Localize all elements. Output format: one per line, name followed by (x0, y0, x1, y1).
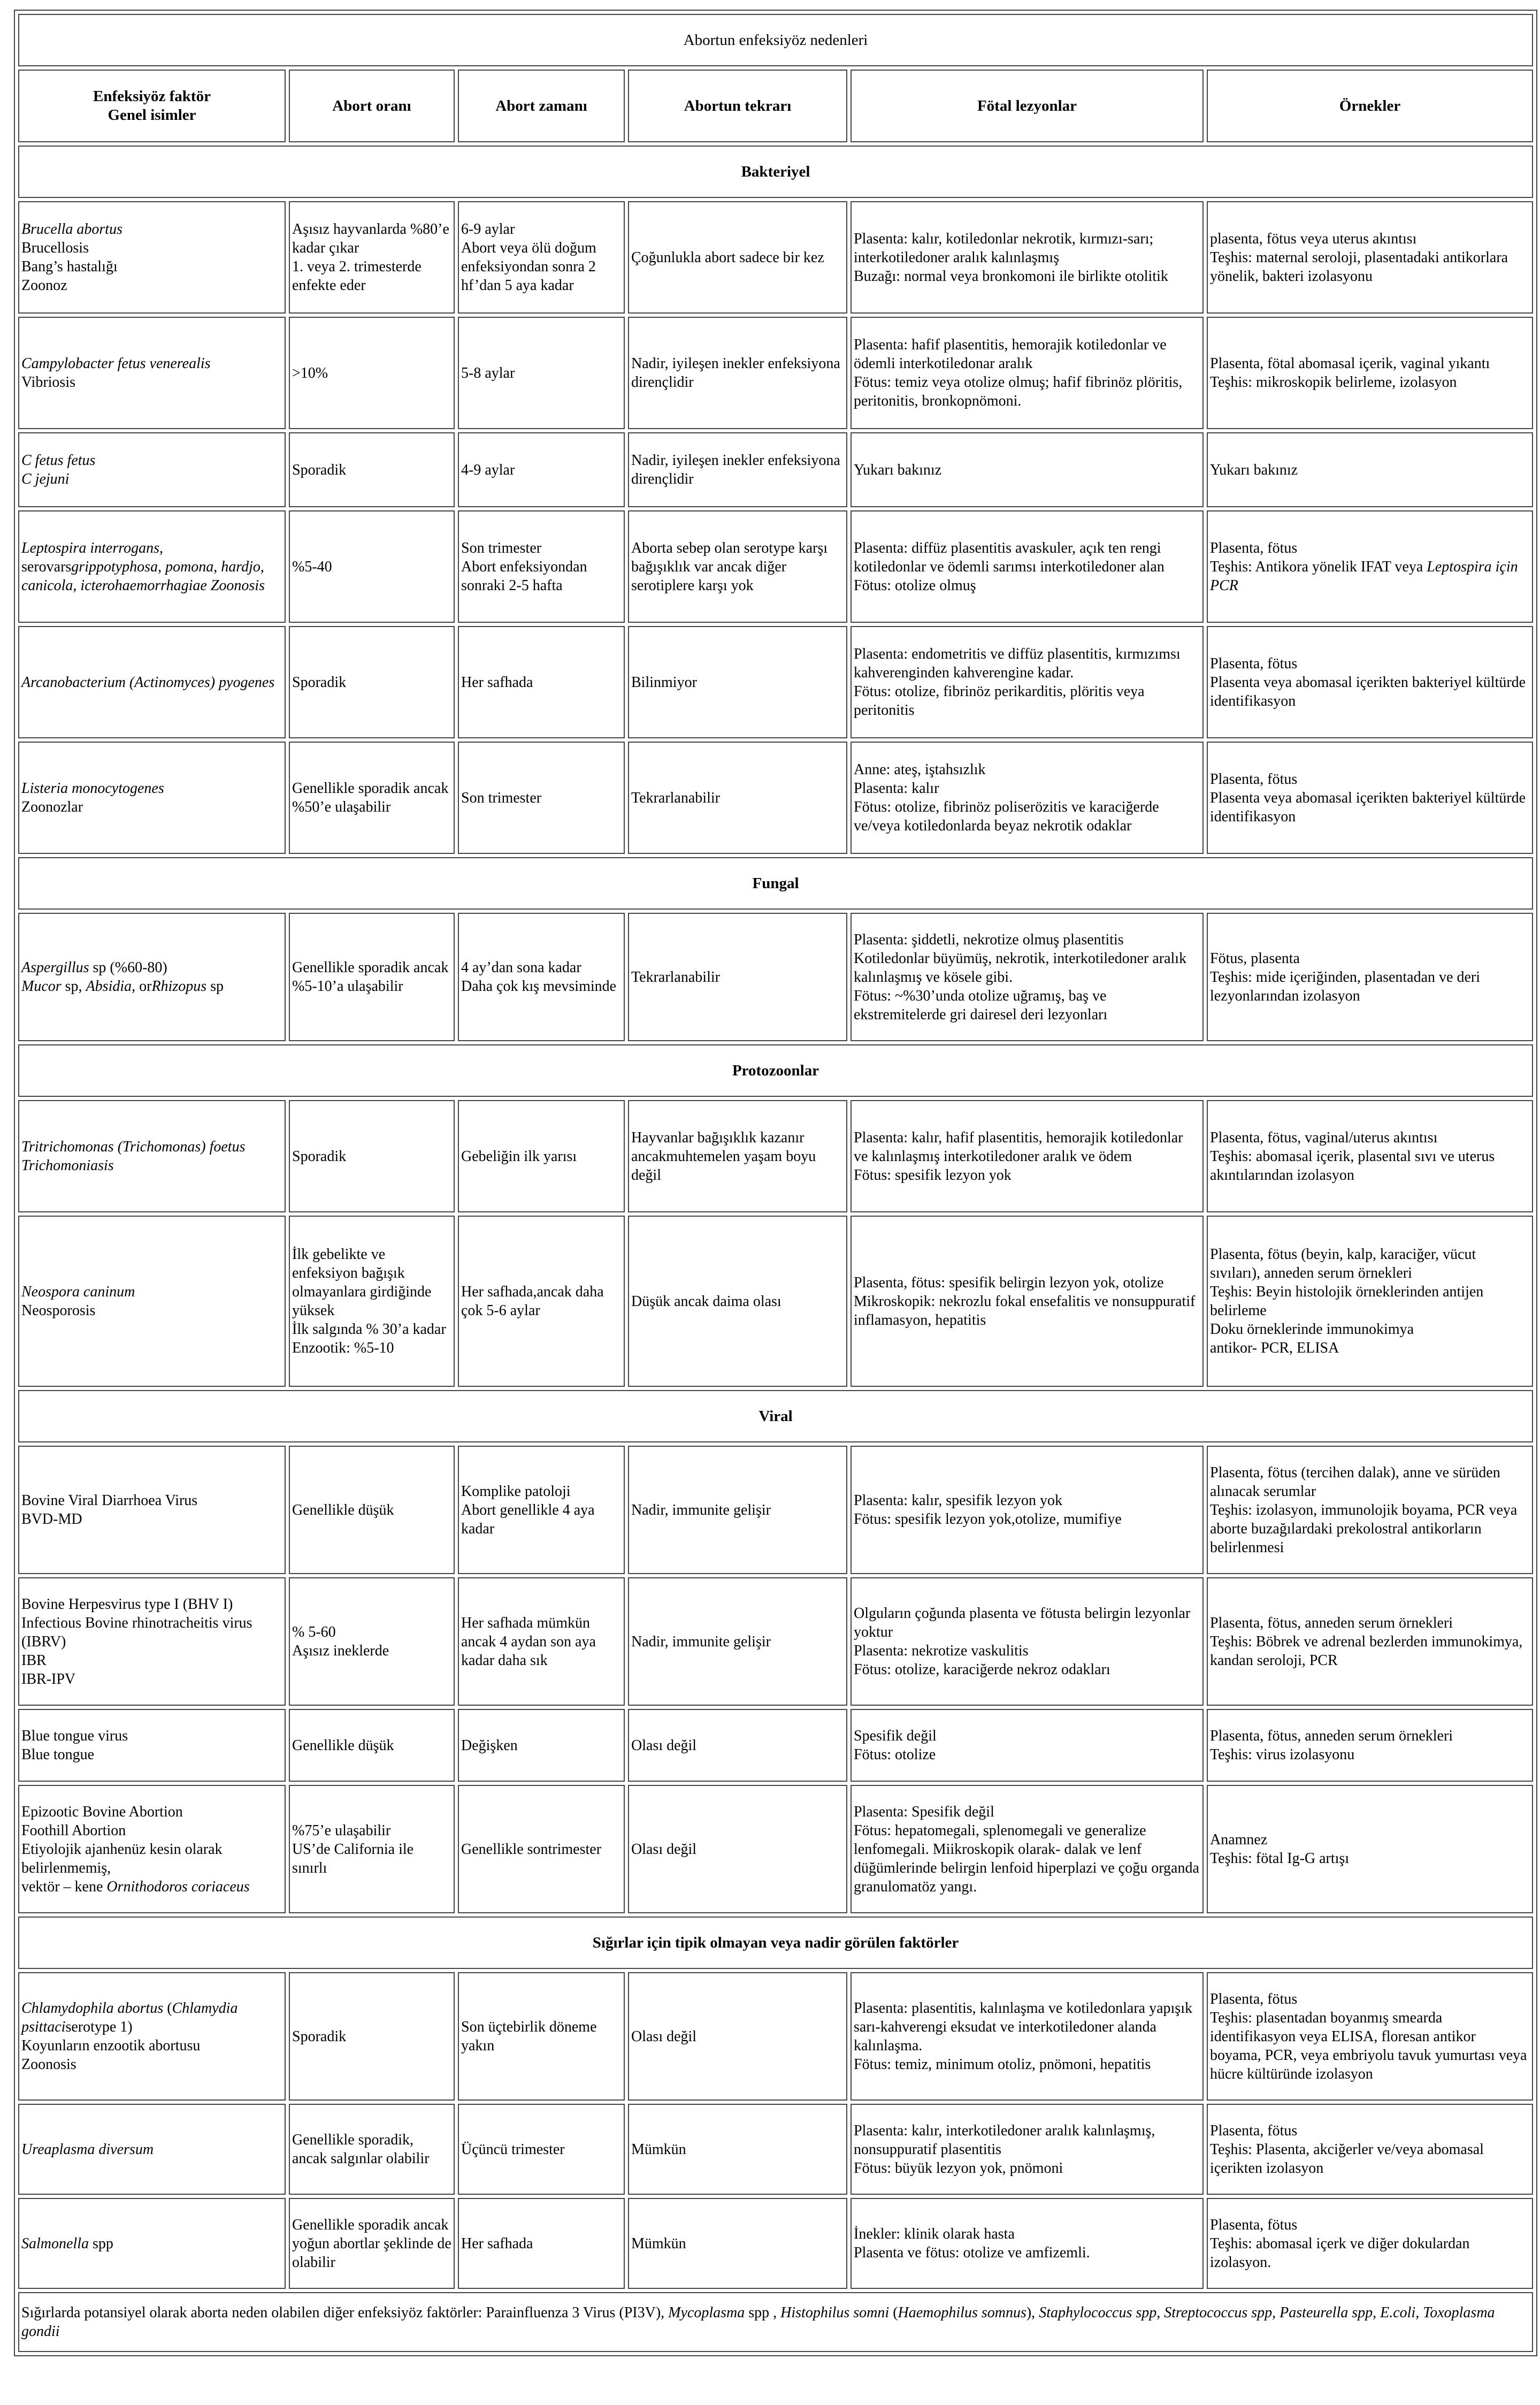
footer-text: Sığırlarda potansiyel olarak aborta neden olabilen diğer enfeksiyöz faktörler: Parainfluenza 3 Virus (PI3V), (21, 2304, 669, 2321)
factor-text: spp (89, 2235, 113, 2252)
timing-cell: 4 ay’dan sona kadar Daha çok kış mevsiminde (458, 913, 625, 1041)
recurrence-cell: Tekrarlanabilir (628, 742, 847, 854)
factor-cell (18, 317, 286, 429)
timing-cell: Değişken (458, 1709, 625, 1782)
lesions-cell: Plasenta: şiddetli, nekrotize olmuş plasentitis Kotiledonlar büyümüş, nekrotik, interkotiledoner aralık kalınlaşmış ve kösele gibi. Fötus: ~%30’unda otolize uğramış, baş ve ekstremitelerde gri dairesel deri lezyonları (851, 913, 1204, 1041)
section-atypical: Sığırlar için tipik olmayan veya nadir görülen faktörler (18, 1917, 1533, 1969)
section-row (18, 1390, 1533, 1442)
timing-cell: Her safhada mümkün ancak 4 aydan son aya kadar daha sık (458, 1577, 625, 1706)
samples-cell: plasenta, fötus veya uterus akıntısı Teşhis: maternal seroloji, plasentadaki antikorlara yönelik, bakteri izolasyonu (1207, 201, 1533, 314)
table-row (18, 742, 1533, 854)
footer-italic: Staphylococcus spp, Streptococcus spp, Pasteurella spp, E.coli, Toxoplasma gondii (21, 2304, 1495, 2340)
rate-cell: Sporadik (289, 1972, 455, 2101)
table-row (18, 2104, 1533, 2195)
factor-serovar-names: grippotyphosa, pomona, hardjo, canicola, icterohaemorrhagiae Zoonosis (21, 558, 265, 594)
factor-cell (18, 1785, 286, 1913)
factor-text: ( (163, 2000, 172, 2017)
section-row (18, 1044, 1533, 1097)
factor-serovars: , serovars (21, 539, 163, 575)
factor-cell (18, 742, 286, 854)
footer-text: ), (1026, 2304, 1039, 2321)
recurrence-cell: Mümkün (628, 2198, 847, 2289)
factor-common-names: Vibriosis (21, 374, 75, 391)
table-row (18, 2198, 1533, 2289)
header-lesions: Fötal lezyonlar (851, 70, 1204, 142)
recurrence-cell: Düşük ancak daima olası (628, 1216, 847, 1387)
factor-cell (18, 913, 286, 1041)
factor-name: Campylobacter fetus venerealis (21, 355, 211, 372)
rate-cell: Sporadik (289, 626, 455, 738)
rate-cell: Genellikle sporadik, ancak salgınlar olabilir (289, 2104, 455, 2195)
header-recurrence: Abortun tekrarı (628, 70, 847, 142)
rate-cell: Sporadik (289, 432, 455, 507)
section-row (18, 857, 1533, 910)
lesions-cell: Anne: ateş, iştahsızlık Plasenta: kalır Fötus: otolize, fibrinöz poliserözitis ve karaciğerde ve/veya kotiledonlarda beyaz nekrotik odaklar (851, 742, 1204, 854)
table-row (18, 1216, 1533, 1387)
timing-cell: 5-8 aylar (458, 317, 625, 429)
samples-cell: Plasenta, fötal abomasal içerik, vaginal yıkantı Teşhis: mikroskopik belirleme, izolasyon (1207, 317, 1533, 429)
recurrence-cell: Nadir, immunite gelişir (628, 1577, 847, 1706)
samples-cell: Plasenta, fötus (beyin, kalp, karaciğer, vücut sıvıları), anneden serum örnekleri Teşhis: Beyin histolojik örneklerinden antijen belirleme Doku örneklerinde immunokimya antikor- PCR, ELISA (1207, 1216, 1533, 1387)
factor-name: Leptospira interrogans (21, 539, 159, 556)
recurrence-cell: Hayvanlar bağışıklık kazanır ancakmuhtemelen yaşam boyu değil (628, 1100, 847, 1212)
table-row (18, 510, 1533, 623)
rate-cell: Genellikle sporadik ancak %5-10’a ulaşabilir (289, 913, 455, 1041)
header-samples: Örnekler (1207, 70, 1533, 142)
rate-cell: Genellikle sporadik ancak %50’e ulaşabilir (289, 742, 455, 854)
samples-cell: Fötus, plasenta Teşhis: mide içeriğinden, plasentadan ve deri lezyonlarından izolasyon (1207, 913, 1533, 1041)
timing-cell: Üçüncü trimester (458, 2104, 625, 2195)
rate-cell: Genellikle düşük (289, 1709, 455, 1782)
factor-text: sp (206, 978, 224, 995)
lesions-cell: Olguların çoğunda plasenta ve fötusta belirgin lezyonlar yoktur Plasenta: nekrotize vaskulitis Fötus: otolize, karaciğerde nekroz odakları (851, 1577, 1204, 1706)
recurrence-cell: Aborta sebep olan serotype karşı bağışıklık var ancak diğer serotiplere karşı yok (628, 510, 847, 623)
factor-common-names: Zoonozlar (21, 799, 83, 815)
factor-name: Mucor (21, 978, 62, 995)
factor-text: sp (%60-80) (89, 959, 167, 976)
table-row (18, 626, 1533, 738)
factor-synonym: Chlamydia psittaci (21, 2000, 238, 2035)
recurrence-cell: Çoğunlukla abort sadece bir kez (628, 201, 847, 314)
recurrence-cell: Nadir, immunite gelişir (628, 1446, 847, 1574)
lesions-cell: Plasenta: plasentitis, kalınlaşma ve kotiledonlara yapışık sarı-kahverengi eksudat ve interkotiledoner alanda kalınlaşma. Fötus: temiz, minimum otoliz, pnömoni, hepatitis (851, 1972, 1204, 2101)
timing-cell: Her safhada,ancak daha çok 5-6 aylar (458, 1216, 625, 1387)
section-bacterial: Bakteriyel (18, 146, 1533, 198)
section-fungal: Fungal (18, 857, 1533, 910)
rate-cell: İlk gebelikte ve enfeksiyon bağışık olmayanlara girdiğinde yüksek İlk salgında % 30’a kadar Enzootik: %5-10 (289, 1216, 455, 1387)
title-row (18, 14, 1533, 66)
lesions-cell: Plasenta, fötus: spesifik belirgin lezyon yok, otolize Mikroskopik: nekrozlu fokal ensefalitis ve nonsuppuratif inflamasyon, hepatitis (851, 1216, 1204, 1387)
samples-cell: Anamnez Teşhis: fötal Ig-G artışı (1207, 1785, 1533, 1913)
table-row (18, 1785, 1533, 1913)
factor-cell: Tritrichomonas (Trichomonas) foetus Trichomoniasis (18, 1100, 286, 1212)
factor-name: Rhizopus (151, 978, 207, 995)
factor-cell: Ureaplasma diversum (18, 2104, 286, 2195)
factor-cell: C fetus fetus C jejuni (18, 432, 286, 507)
timing-cell: 4-9 aylar (458, 432, 625, 507)
timing-cell: Her safhada (458, 626, 625, 738)
factor-cell (18, 2198, 286, 2289)
factor-common-names: Brucellosis Bang’s hastalığı Zoonoz (21, 240, 118, 294)
table-title: Abortun enfeksiyöz nedenleri (18, 14, 1533, 66)
table-row (18, 1577, 1533, 1706)
table-row (18, 201, 1533, 314)
rate-cell: %5-40 (289, 510, 455, 623)
factor-name: Absidia (86, 978, 132, 995)
factor-cell (18, 1972, 286, 2101)
footer-italic: Histophilus somni (780, 2304, 890, 2321)
recurrence-cell: Olası değil (628, 1709, 847, 1782)
timing-cell: 6-9 aylar Abort veya ölü doğum enfeksiyondan sonra 2 hf’dan 5 aya kadar (458, 201, 625, 314)
rate-cell: % 5-60 Aşısız ineklerde (289, 1577, 455, 1706)
recurrence-cell: Nadir, iyileşen inekler enfeksiyona dirençlidir (628, 432, 847, 507)
lesions-cell: Spesifik değil Fötus: otolize (851, 1709, 1204, 1782)
rate-cell: %75’e ulaşabilir US’de California ile sınırlı (289, 1785, 455, 1913)
section-viral: Viral (18, 1390, 1533, 1442)
table-row (18, 1446, 1533, 1574)
recurrence-cell: Nadir, iyileşen inekler enfeksiyona dirençlidir (628, 317, 847, 429)
factor-text: , or (132, 978, 152, 995)
factor-name: Neospora caninum (21, 1284, 135, 1300)
samples-cell: Plasenta, fötus (tercihen dalak), anne ve sürüden alınacak serumlar Teşhis: izolasyon, immunolojik boyama, PCR veya aborte buzağılardaki prekolostral antikorların belirlenmesi (1207, 1446, 1533, 1574)
factor-common-names: serotype 1) Koyunların enzootik abortusu Zoonosis (21, 2019, 201, 2073)
factor-cell: Blue tongue virus Blue tongue (18, 1709, 286, 1782)
samples-cell: Plasenta, fötus Teşhis: plasentadan boyanmış smearda identifikasyon veya ELISA, floresan antikor boyama, PCR, veya embriyolu tavuk yumurtası veya hücre kültüründe izolasyon (1207, 1972, 1533, 2101)
rate-cell: Genellikle düşük (289, 1446, 455, 1574)
samples-cell: Plasenta, fötus Teşhis: Plasenta, akciğerler ve/veya abomasal içerikten izolasyon (1207, 2104, 1533, 2195)
lesions-cell: İnekler: klinik olarak hasta Plasenta ve fötus: otolize ve amfizemli. (851, 2198, 1204, 2289)
section-row (18, 1917, 1533, 1969)
timing-cell: Son üçtebirlik döneme yakın (458, 1972, 625, 2101)
abortion-causes-table (14, 10, 1537, 2356)
timing-cell: Son trimester (458, 742, 625, 854)
recurrence-cell: Olası değil (628, 1972, 847, 2101)
factor-cell: Bovine Herpesvirus type I (BHV I) Infectious Bovine rhinotracheitis virus (IBRV) IBR IBR-IPV (18, 1577, 286, 1706)
factor-common-names: Neosporosis (21, 1302, 96, 1319)
factor-cell (18, 510, 286, 623)
lesions-cell: Plasenta: kalır, hafif plasentitis, hemorajik kotiledonlar ve kalınlaşmış interkotiledoner aralık ve ödem Fötus: spesifik lezyon yok (851, 1100, 1204, 1212)
samples-cell: Plasenta, fötus Plasenta veya abomasal içerikten bakteriyel kültürde identifikasyon (1207, 626, 1533, 738)
lesions-cell: Plasenta: diffüz plasentitis avaskuler, açık ten rengi kotiledonlar ve ödemli sarımsı interkotiledoner alan Fötus: otolize olmuş (851, 510, 1204, 623)
lesions-cell: Plasenta: kalır, kotiledonlar nekrotik, kırmızı-sarı; interkotiledoner aralık kalınlaşmış Buzağı: normal veya bronkomoni ile birlikte otolitik (851, 201, 1204, 314)
section-protozoal: Protozoonlar (18, 1044, 1533, 1097)
lesions-cell: Plasenta: kalır, interkotiledoner aralık kalınlaşmış, nonsuppuratif plasentitis Fötus: büyük lezyon yok, pnömoni (851, 2104, 1204, 2195)
factor-name: Aspergillus (21, 959, 89, 976)
document-page (14, 10, 1534, 2356)
timing-cell: Gebeliğin ilk yarısı (458, 1100, 625, 1212)
samples-italic: Leptospira için PCR (1210, 558, 1518, 594)
factor-cell (18, 201, 286, 314)
samples-cell: Plasenta, fötus, anneden serum örnekleri Teşhis: virus izolasyonu (1207, 1709, 1533, 1782)
footer-italic: Mycoplasma (668, 2304, 745, 2321)
timing-cell: Son trimester Abort enfeksiyondan sonraki 2-5 hafta (458, 510, 625, 623)
table-row (18, 1709, 1533, 1782)
samples-cell: Plasenta, fötus Plasenta veya abomasal içerikten bakteriyel kültürde identifikasyon (1207, 742, 1533, 854)
samples-cell (1207, 510, 1533, 623)
factor-cell: Bovine Viral Diarrhoea Virus BVD-MD (18, 1446, 286, 1574)
samples-text: Plasenta, fötus Teşhis: Antikora yönelik IFAT veya (1210, 539, 1423, 575)
footer-text: spp , (745, 2304, 781, 2321)
recurrence-cell: Bilinmiyor (628, 626, 847, 738)
factor-cell (18, 1216, 286, 1387)
lesions-cell: Yukarı bakınız (851, 432, 1204, 507)
samples-cell: Plasenta, fötus, vaginal/uterus akıntısı Teşhis: abomasal içerik, plasental sıvı ve uterus akıntılarından izolasyon (1207, 1100, 1533, 1212)
factor-common-names: Epizootic Bovine Abortion Foothill Abortion Etiyolojik ajanhenüz kesin olarak belirlenmemiş, vektör – kene (21, 1803, 223, 1895)
footer-row (18, 2292, 1533, 2352)
rate-cell: Sporadik (289, 1100, 455, 1212)
factor-name: Chlamydophila abortus (21, 2000, 164, 2017)
samples-cell: Plasenta, fötus Teşhis: abomasal içerk ve diğer dokulardan izolasyon. (1207, 2198, 1533, 2289)
lesions-cell: Plasenta: kalır, spesifik lezyon yok Fötus: spesifik lezyon yok,otolize, mumifiye (851, 1446, 1204, 1574)
footer-note (18, 2292, 1533, 2352)
recurrence-cell: Olası değil (628, 1785, 847, 1913)
timing-cell: Komplike patoloji Abort genellikle 4 aya kadar (458, 1446, 625, 1574)
factor-text: sp, (61, 978, 86, 995)
footer-text: ( (889, 2304, 898, 2321)
factor-cell: Arcanobacterium (Actinomyces) pyogenes (18, 626, 286, 738)
table-row (18, 317, 1533, 429)
header-factor: Enfeksiyöz faktör Genel isimler (18, 70, 286, 142)
header-timing: Abort zamanı (458, 70, 625, 142)
timing-cell: Genellikle sontrimester (458, 1785, 625, 1913)
table-row (18, 1100, 1533, 1212)
timing-cell: Her safhada (458, 2198, 625, 2289)
section-row (18, 146, 1533, 198)
factor-name: Brucella abortus (21, 221, 122, 238)
recurrence-cell: Tekrarlanabilir (628, 913, 847, 1041)
factor-name: Listeria monocytogenes (21, 780, 164, 797)
rate-cell: Aşısız hayvanlarda %80’e kadar çıkar 1. veya 2. trimesterde enfekte eder (289, 201, 455, 314)
factor-vector-name: Ornithodoros coriaceus (106, 1878, 250, 1895)
footer-italic: Haemophilus somnus (898, 2304, 1026, 2321)
table-row (18, 1972, 1533, 2101)
lesions-cell: Plasenta: Spesifik değil Fötus: hepatomegali, splenomegali ve generalize lenfomegali. Miikroskopik olarak- dalak ve lenf düğümlerinde belirgin lenfoid hiperplazi ve çoğu organda granulomatöz yangı. (851, 1785, 1204, 1913)
rate-cell: Genellikle sporadik ancak yoğun abortlar şeklinde de olabilir (289, 2198, 455, 2289)
rate-cell: >10% (289, 317, 455, 429)
table-row (18, 432, 1533, 507)
samples-cell: Plasenta, fötus, anneden serum örnekleri Teşhis: Böbrek ve adrenal bezlerden immunokimya, kandan seroloji, PCR (1207, 1577, 1533, 1706)
lesions-cell: Plasenta: endometritis ve diffüz plasentitis, kırmızımsı kahverenginden kahverengine kadar. Fötus: otolize, fibrinöz perikarditis, plöritis veya peritonitis (851, 626, 1204, 738)
samples-cell: Yukarı bakınız (1207, 432, 1533, 507)
lesions-cell: Plasenta: hafif plasentitis, hemorajik kotiledonlar ve ödemli interkotiledonar aralık Fötus: temiz veya otolize olmuş; hafif fibrinöz plöritis, peritonitis, bronkopnömoni. (851, 317, 1204, 429)
header-rate: Abort oranı (289, 70, 455, 142)
factor-name: Salmonella (21, 2235, 89, 2252)
header-row (18, 70, 1533, 142)
recurrence-cell: Mümkün (628, 2104, 847, 2195)
table-row (18, 913, 1533, 1041)
